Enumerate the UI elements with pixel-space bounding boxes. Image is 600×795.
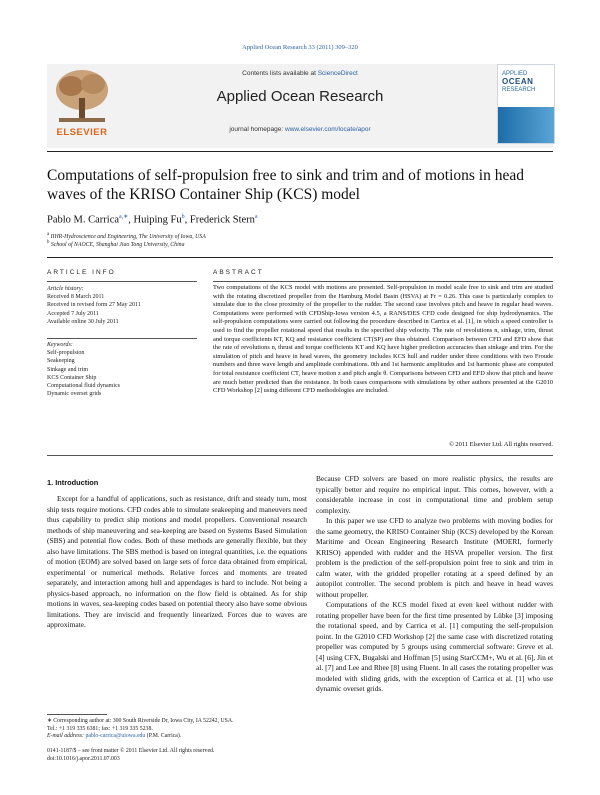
keyword-item: Computational fluid dynamics: [47, 383, 120, 390]
affiliation-text: IIHR-Hydroscience and Engineering, The University of Iowa, USA: [50, 233, 206, 240]
affiliation-a: [47, 232, 206, 240]
abstract-heading: ABSTRACT: [213, 269, 264, 276]
header-divider: [47, 151, 553, 152]
author-name[interactable]: , Frederick Stern: [184, 214, 255, 226]
section-heading-introduction: 1. Introduction: [47, 478, 99, 487]
intro-right-column: [316, 474, 553, 695]
title-divider: [47, 257, 553, 258]
keywords-rule: [47, 338, 197, 339]
intro-left-column: [47, 494, 307, 631]
homepage-link[interactable]: www.elsevier.com/locate/apor: [285, 126, 371, 133]
journal-reference[interactable]: Applied Ocean Research 33 (2011) 309–320: [242, 44, 358, 51]
history-item: Accepted 7 July 2011: [47, 310, 99, 317]
abstract-bottom-rule: [47, 455, 553, 456]
sciencedirect-link[interactable]: ScienceDirect: [317, 70, 358, 77]
author-affiliation-mark[interactable]: b: [181, 214, 185, 220]
journal-cover: [497, 64, 555, 144]
journal-title: Applied Ocean Research: [216, 88, 384, 105]
abstract-rule: [213, 281, 553, 282]
affiliation-mark: a: [47, 232, 50, 237]
homepage-prefix: journal homepage:: [229, 126, 284, 133]
footnote-line: Tel.: +1 319 335 6381; fax: +1 319 335 5238.: [47, 725, 153, 732]
doi-link[interactable]: doi:10.1016/j.apor.2011.07.003: [47, 755, 120, 762]
intro-paragraph: Because CFD solvers are based on more realistic physics, the results are typically better and require no empirical input. This comes, however, with a considerable increase in cost in computational time and problem setup complexity.: [316, 474, 553, 515]
affiliation-b: [47, 240, 184, 248]
contents-prefix: Contents lists available at: [242, 70, 316, 77]
history-item: Received 8 March 2011: [47, 294, 105, 301]
footnote-line: ∗ Corresponding author at: 300 South Riverside Dr, Iowa City, IA 52242, USA.: [47, 718, 234, 724]
footnote-email-line: [47, 733, 307, 741]
cover-line-2: OCEAN: [502, 77, 534, 86]
keyword-item: KCS Container Ship: [47, 374, 97, 381]
author-list: [47, 213, 258, 226]
cover-title: [502, 71, 552, 94]
cover-image: [498, 107, 554, 143]
keywords-label: Keywords:: [47, 342, 73, 348]
abstract-copyright: © 2011 Elsevier Ltd. All rights reserved.: [448, 441, 553, 448]
affiliation-text: School of NAOCE, Shanghai Jiao Tong University, China: [50, 241, 185, 248]
keywords-list: [47, 341, 197, 398]
email-suffix: (P.M. Carrica).: [145, 733, 182, 740]
keyword-item: Self-propulsion: [47, 350, 85, 357]
intro-paragraph: In this paper we use CFD to analyze two problems with moving bodies for the same geometry, the KRISO Container Ship (KCS) developed by the Korean Maritime and Ocean Engineering Research Institute (MOERI, formerly KRISO) appended with rudder and the HSVA propeller version. The first problem is the prediction of the self-propulsion point free to sink and trim in calm water, with the gridded propeller rotating at a speed defined by an autopilot controller. The second problem is pitch and heave in head waves without propeller.: [316, 516, 553, 599]
history-item: Available online 30 July 2011: [47, 318, 119, 325]
keyword-item: Seakeeping: [47, 358, 75, 365]
keyword-item: Sinkage and trim: [47, 366, 88, 373]
corresponding-author-footnote: [47, 718, 307, 741]
history-item: Received in revised form 27 May 2011: [47, 302, 141, 309]
paper-title: Computations of self-propulsion free to sink and trim and of motions in head waves of the KRISO Container Ship (KCS) model: [47, 167, 524, 203]
author-name[interactable]: Pablo M. Carrica: [47, 214, 120, 226]
footnote-rule: [47, 714, 107, 715]
author-affiliation-mark[interactable]: a: [254, 214, 258, 220]
front-matter-line: 0141-1187/$ – see front matter © 2011 Elsevier Ltd. All rights reserved.: [47, 748, 215, 754]
abstract-text: Two computations of the KCS model with motions are presented. Self-propulsion in model scale free to sink and trim are studied with the rotating discretized propeller from the Hamburg Model Basin (HSVA) at Fr = 0.26. This case is particularly complex to simulate due to the close proximity of the propeller to the rudder. The second case involves pitch and heave in regular head waves. Computations were performed with CFDShip-Iowa version 4.5, a RANS/DES CFD code designed for ship hydrodynamics. The self-propulsion computations were carried out following the procedure described in Carrica et al. [1], in which a speed controller is used to find the propeller rotational speed that results in the specified ship velocity. The rate of revolutions n, sinkage, trim, thrust and torque coefficients KT, KQ and resistance coefficient CT(SP) are thus obtained. Comparison between CFD and EFD show that the rate of revolutions n, thrust and torque coefficients KT and KQ have higher prediction accuracies than sinkage and trim. For the simulation of pitch and heave in head waves, the geometry includes KCS hull and rudder under three conditions with two Froude numbers and three wave length and amplitude combinations. 0th and 1st harmonic amplitudes and 1st harmonic phase are computed for total resistance coefficient CT, heave motion z and pitch angle θ. Comparisons between CFD and EFD show that pitch and heave are much better predicted than the resistance. In both cases comparisons with simulations by other authors presented at the G2010 CFD Workshop [2] using different CFD methodologies are included.: [213, 284, 553, 395]
author-name[interactable]: , Huiping Fu: [128, 214, 182, 226]
email-label: E-mail address:: [47, 733, 84, 740]
article-info-heading: ARTICLE INFO: [47, 269, 116, 276]
publisher-name: ELSEVIER: [56, 127, 108, 138]
intro-paragraph: Except for a handful of applications, such as resistance, drift and steady turn, most ship tests require motions. CFD codes able to simulate seakeeping and maneuvers need thus capability to predict ship motions and model propellers. Conventional research methods of ship maneuvering and sea-keeping are based on Systems Based Simulation (SBS) and potential flow codes. Both of these methods are generally flexible, but they also have limitations. The SBS method is based on integral quantities, i.e. the equations of motion (EOM) are solved based on large sets of force data obtained from empirical, experimental or numerical methods. Relative forces and moments are treated separately, and interaction among hull and appendages is hard to include. Not being a physics-based approach, no information on the flow field is obtained. As for ship motions in waves, sea-keeping codes based on potential theory also have some obvious limitations. They are inviscid and frequently linearized. Forces due to waves are approximate.: [47, 494, 307, 629]
cover-line-1: APPLIED: [502, 71, 528, 77]
email-link[interactable]: pablo-carrica@uiowa.edu: [85, 733, 146, 740]
author-affiliation-mark[interactable]: a,∗: [119, 214, 129, 220]
article-info-rule: [47, 281, 197, 282]
intro-paragraph: Computations of the KCS model fixed at even keel without rudder with rotating propeller have been for the first time presented by Lübke [3] imposing the rotational speed, and by Carrica et al. [1] computing the self-propulsion point. In the G2010 CFD Workshop [2] the same case with discretized rotating propeller was computed by 5 groups using commercial software: Greve et al. [4] using CFX, Bugalski and Hoffman [5] using StarCCM+, Wu et al. [6], Jin et al. [7] and Lee and Rhee [8] using Fluent. In all cases the rotating propeller was modeled with sliding grids, with the exception of Carrica et al. [1] who use dynamic overset grids.: [316, 600, 553, 693]
front-matter: [47, 748, 307, 763]
affiliation-mark: b: [47, 240, 50, 245]
article-history: [47, 285, 197, 326]
cover-line-3: RESEARCH: [502, 87, 536, 93]
keyword-item: Dynamic overset grids: [47, 391, 102, 398]
history-label: Article history:: [47, 286, 84, 292]
